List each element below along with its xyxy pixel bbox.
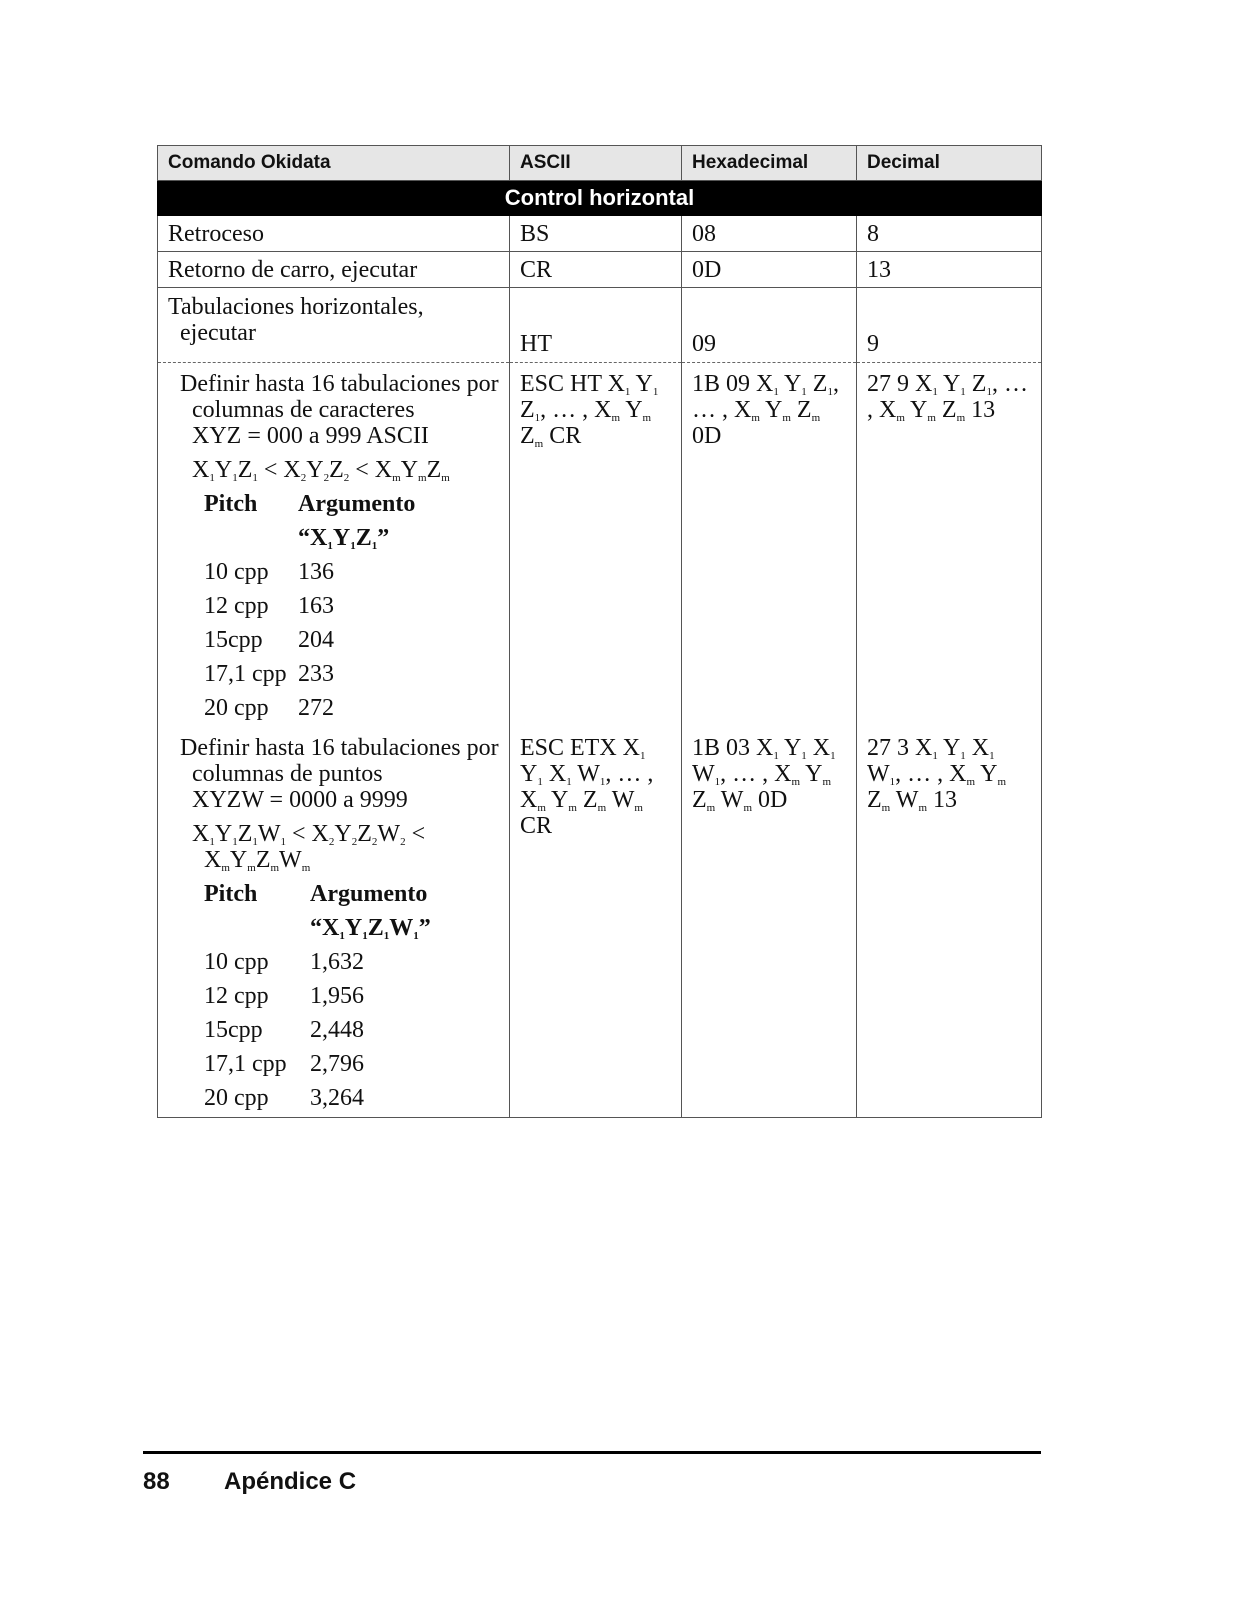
table-row [158,288,1042,363]
argument-header: Argumento [298,491,416,517]
argument-value: 3,264 [310,1085,364,1111]
order-formula-cont: $X_mY_mZ_mW_m$ [204,847,311,874]
cell-hex: 08 [682,216,857,252]
cell-ascii: ESC HT $X_1$ $Y_1$ $Z_1$, … , $X_m$ $Y_m$ $Z_m$ CR [510,363,682,728]
pitch-header: Pitch [204,881,258,907]
table-row [158,216,1042,252]
pitch-value: 15cpp [204,1017,263,1043]
cell-decimal: 9 [857,288,1042,363]
pitch-table [204,881,499,1111]
cell-hex: 09 [682,288,857,363]
section-title: Control horizontal [158,181,1042,216]
argument-value: 163 [298,593,334,619]
cell-decimal: 27 9 $X_1$ $Y_1$ $Z_1$, … , $X_m$ $Y_m$ $Z_m$ 13 [857,363,1042,728]
header-decimal: Decimal [857,146,1042,181]
table-row [158,252,1042,288]
cell-command: Retroceso [158,216,510,252]
cell-ascii: ESC ETX $X_1$ $Y_1$ $X_1$ $W_1$, … , $X_m$ $Y_m$ $Z_m$ $W_m$ CR [510,727,682,1118]
header-command: Comando Okidata [158,146,510,181]
pitch-value: 17,1 cpp [204,661,287,687]
cell-command-line: columnas de puntos [192,761,383,787]
pitch-table [204,491,499,721]
argument-header: Argumento [310,881,428,907]
pitch-value: 20 cpp [204,1085,269,1111]
pitch-value: 10 cpp [204,559,269,585]
cell-hex: 0D [682,252,857,288]
cell-command [158,363,510,728]
argument-value: 233 [298,661,334,687]
argument-value: 204 [298,627,334,653]
table-header-row [158,146,1042,181]
cell-command [158,288,510,363]
okidata-command-table [157,145,1042,1118]
cell-command-line: Definir hasta 16 tabulaciones por [180,371,499,397]
header-ascii: ASCII [510,146,682,181]
table-row [158,727,1042,1118]
cell-command: Retorno de carro, ejecutar [158,252,510,288]
page-number: 88 [143,1468,170,1495]
footer-rule [143,1451,1041,1454]
cell-ascii: HT [510,288,682,363]
header-hexadecimal: Hexadecimal [682,146,857,181]
cell-hex: 1B 09 $X_1$ $Y_1$ $Z_1$, … , $X_m$ $Y_m$ $Z_m$ 0D [682,363,857,728]
order-formula: $X_1Y_1Z_1W_1 < X_2Y_2Z_2W_2$ < [192,821,426,848]
argument-formula: “$X_1Y_1Z_1$” [298,525,390,552]
cell-command-line: Tabulaciones horizontales, [168,294,424,320]
cell-ascii: BS [510,216,682,252]
argument-value: 2,796 [310,1051,364,1077]
cell-command-line: columnas de caracteres [192,397,415,423]
argument-value: 136 [298,559,334,585]
range-line: XYZW = 0000 a 9999 [192,787,408,813]
argument-value: 1,632 [310,949,364,975]
cell-decimal: 27 3 $X_1$ $Y_1$ $X_1$ $W_1$, … , $X_m$ $Y_m$ $Z_m$ $W_m$ 13 [857,727,1042,1118]
argument-value: 2,448 [310,1017,364,1043]
pitch-value: 15cpp [204,627,263,653]
table-row [158,363,1042,728]
argument-value: 1,956 [310,983,364,1009]
pitch-header: Pitch [204,491,258,517]
cell-decimal: 13 [857,252,1042,288]
argument-value: 272 [298,695,334,721]
pitch-value: 12 cpp [204,593,269,619]
order-formula: $X_1Y_1Z_1 < X_2Y_2Z_2 < X_mY_mZ_m$ [192,457,450,484]
cell-command-line: Definir hasta 16 tabulaciones por [180,735,499,761]
argument-formula: “$X_1Y_1Z_1W_1$” [310,915,431,942]
pitch-value: 17,1 cpp [204,1051,287,1077]
cell-command [158,727,510,1118]
cell-hex: 1B 03 $X_1$ $Y_1$ $X_1$ $W_1$, … , $X_m$ $Y_m$ $Z_m$ $W_m$ 0D [682,727,857,1118]
cell-decimal: 8 [857,216,1042,252]
cell-command-line: ejecutar [180,320,256,346]
range-line: XYZ = 000 a 999 ASCII [192,423,429,449]
cell-ascii: CR [510,252,682,288]
pitch-value: 12 cpp [204,983,269,1009]
pitch-value: 10 cpp [204,949,269,975]
section-row [158,181,1042,216]
pitch-value: 20 cpp [204,695,269,721]
chapter-title: Apéndice C [224,1468,357,1495]
